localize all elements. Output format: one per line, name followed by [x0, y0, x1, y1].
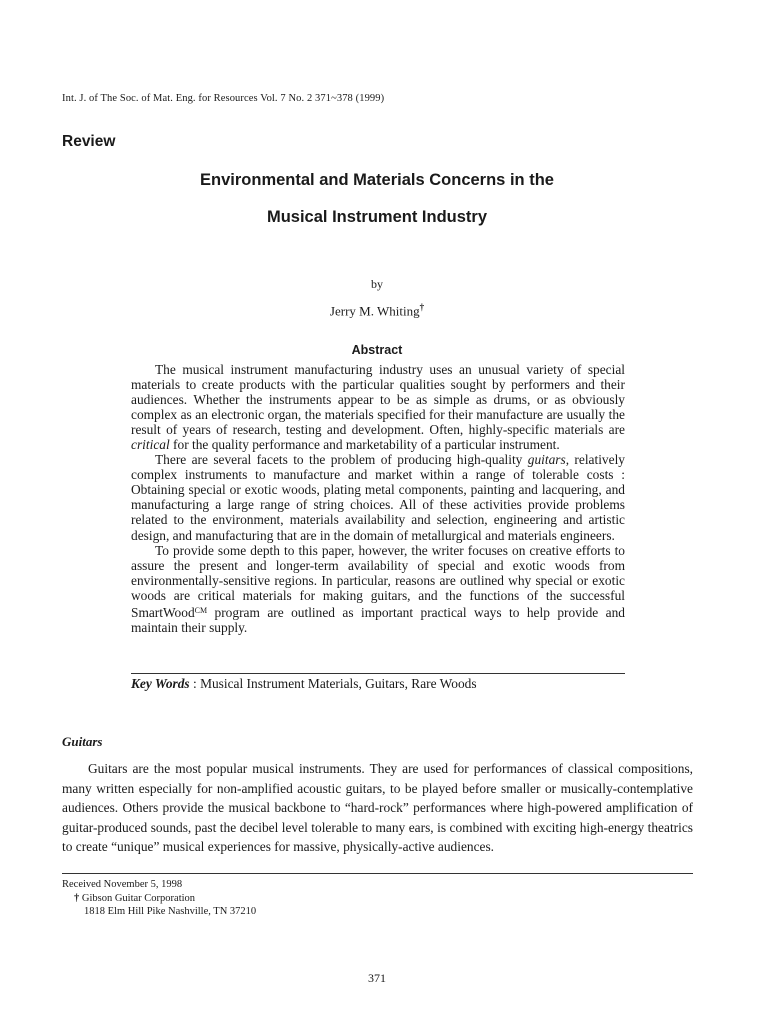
paper-title-line-1: Environmental and Materials Concerns in the: [200, 171, 554, 189]
section-body: [62, 759, 693, 857]
paper-title-line-2: Musical Instrument Industry: [266, 208, 488, 226]
page-number: 371: [368, 971, 386, 985]
abstract-p2-text-a: There are several facets to the problem of producing high-quality: [155, 452, 528, 468]
smartwood-mark: CM: [194, 605, 208, 615]
affiliation-line: [62, 892, 462, 906]
by-label: by: [371, 277, 383, 291]
abstract-heading: Abstract: [351, 343, 403, 357]
footnotes: [62, 878, 462, 919]
affiliation-name: Gibson Guitar Corporation: [81, 892, 196, 904]
affiliation-mark: †: [74, 892, 80, 904]
abstract-p2-text-b: , relatively complex instruments to manufacture and market within a range of tolerable costs : Obtaining special or exotic woods, plating metal components, painting and lacquering, and manufacturing a large range of string choices. All of these activities provide problems related to the environment, materials availability and selection, engineering and artistic design, and manufacturing that are in the domain of metallurgical and materials engineers.: [131, 452, 625, 543]
abstract-paragraph-3: [131, 543, 625, 635]
keywords-label: Key Words: [131, 676, 190, 691]
abstract-p3-text-a: To provide some depth to this paper, however, the writer focuses on creative efforts to assure the present and longer-term availability of special and exotic woods from environmentally-sensitive regions. In particular, reasons are outlined why special or exotic woods are critical materials for making guitars, and the functions of the successful SmartWood: [131, 542, 625, 620]
keywords-line: [131, 676, 625, 692]
article-type-label: Review: [62, 133, 116, 150]
abstract-body: [131, 362, 625, 635]
abstract-p1-emphasis: critical: [131, 437, 170, 453]
abstract-paragraph-1: [131, 362, 625, 452]
keywords-value: : Musical Instrument Materials, Guitars, Rare Woods: [189, 676, 477, 691]
keywords-divider: [131, 673, 625, 674]
author-footnote-mark: †: [419, 302, 425, 312]
abstract-p3-text-b: program are outlined as important practical ways to help provide and maintain their supply.: [131, 604, 625, 635]
abstract-p1-text-b: for the quality performance and marketability of a particular instrument.: [169, 437, 560, 453]
abstract-p1-text-a: The musical instrument manufacturing industry uses an unusual variety of special materials to create products with the particular qualities sought by performers and their audiences. Whether the instruments appear to be as simple as drums, or as obviously complex as an electronic organ, the materials specified for their manufacture are usually the result of years of research, testing and development. Often, highly-specific materials are: [131, 362, 625, 438]
abstract-paragraph-2: [131, 452, 625, 542]
footnote-divider: [62, 873, 693, 874]
section-heading-guitars: Guitars: [62, 734, 103, 749]
author-name: [100, 302, 654, 319]
received-date: Received November 5, 1998: [62, 879, 183, 890]
journal-citation: Int. J. of The Soc. of Mat. Eng. for Resources Vol. 7 No. 2 371~378 (1999): [62, 93, 385, 104]
affiliation-address: 1818 Elm Hill Pike Nashville, TN 37210: [84, 906, 257, 917]
author-name-text: Jerry M. Whiting: [329, 303, 420, 319]
abstract-p2-emphasis: guitars: [527, 452, 566, 468]
body-paragraph: Guitars are the most popular musical instruments. They are used for performances of classical compositions, many written especially for non-amplified acoustic guitars, to be played before smaller or musically-contemplative audiences. Others provide the musical backbone to “hard-rock” performances where high-powered amplification of guitar-produced sounds, past the decibel level tolerable to many ears, is combined with exciting high-energy theatrics to create “unique” musical experiences for massive, physically-active audiences.: [62, 761, 693, 855]
